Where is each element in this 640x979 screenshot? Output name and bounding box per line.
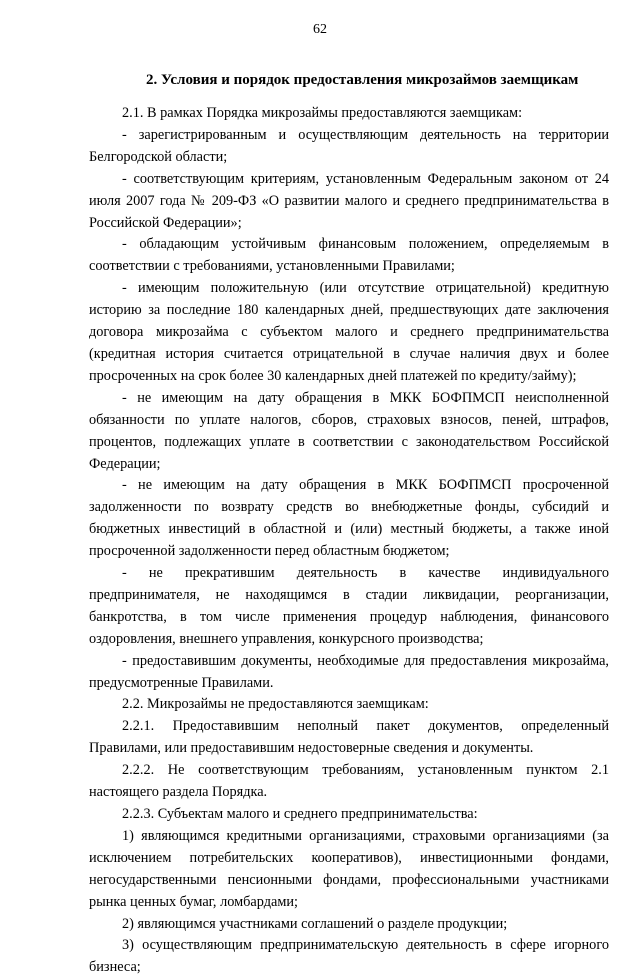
paragraph: 2.2.2. Не соответствующим требованиям, установленным пунктом 2.1 настоящего раздела Порядка.: [89, 762, 609, 801]
paragraph: - соответствующим критериям, установленным Федеральным законом от 24 июля 2007 года № 209-ФЗ «О развитии малого и среднего предпринимательства в Российской Федерации»;: [89, 170, 609, 231]
paragraph: 2.1. В рамках Порядка микрозаймы предоставляются заемщикам:: [122, 105, 523, 121]
paragraph: - имеющим положительную (или отсутствие отрицательной) кредитную историю за последние 180 календарных дней, предшествующих дате заключения договора микрозайма с субъектом малого и среднего предпринимательства (кредитная история считается отрицательной в случае наличия двух и более просроченных на срок более 30 календарных дней платежей по кредиту/займу);: [89, 280, 609, 384]
paragraph: 2.2.3. Субъектам малого и среднего предпринимательства:: [122, 806, 478, 822]
paragraph: - предоставившим документы, необходимые для предоставления микрозайма, предусмотренные Правилами.: [89, 652, 609, 691]
paragraph: - не имеющим на дату обращения в МКК БОФПМСП просроченной задолженности по возврату средств во внебюджетные фонды, субсидий и бюджетных инвестиций в областной и (или) местный бюджеты, а также иной просроченной задолженности перед областным бюджетом;: [89, 477, 609, 560]
paragraph: 2.2. Микрозаймы не предоставляются заемщикам:: [122, 696, 429, 713]
paragraph: 2.2.1. Предоставившим неполный пакет документов, определенный Правилами, или предоставившим недостоверные сведения и документы.: [89, 718, 609, 757]
page-number: 62: [313, 22, 327, 37]
document-body: [89, 103, 609, 979]
paragraph: 1) являющимся кредитными организациями, страховыми организациями (за исключением потребительских кооперативов), инвестиционными фондами, негосударственными пенсионными фондами, профессиональными участниками рынка ценных бумаг, ломбардами;: [89, 827, 609, 910]
paragraph: 2) являющимся участниками соглашений о разделе продукции;: [122, 915, 508, 932]
paragraph: - не прекратившим деятельность в качестве индивидуального предпринимателя, не находящимся в стадии ликвидации, реорганизации, банкротства, в том числе применения процедур наблюдения, финансового оздоровления, внешнего управления, конкурсного производства;: [89, 565, 609, 647]
paragraph: - не имеющим на дату обращения в МКК БОФПМСП неисполненной обязанности по уплате налогов, сборов, страховых взносов, пеней, штрафов, процентов, подлежащих уплате в соответствии с законодательством Российской Федерации;: [89, 389, 609, 472]
paragraph: - зарегистрированным и осуществляющим деятельность на территории Белгородской области;: [89, 126, 609, 165]
section-heading: 2. Условия и порядок предоставления микрозаймов заемщикам: [146, 72, 579, 88]
paragraph: 3) осуществляющим предпринимательскую деятельность в сфере игорного бизнеса;: [89, 937, 609, 976]
paragraph: - обладающим устойчивым финансовым положением, определяемым в соответствии с требованиями, установленными Правилами;: [89, 236, 609, 275]
